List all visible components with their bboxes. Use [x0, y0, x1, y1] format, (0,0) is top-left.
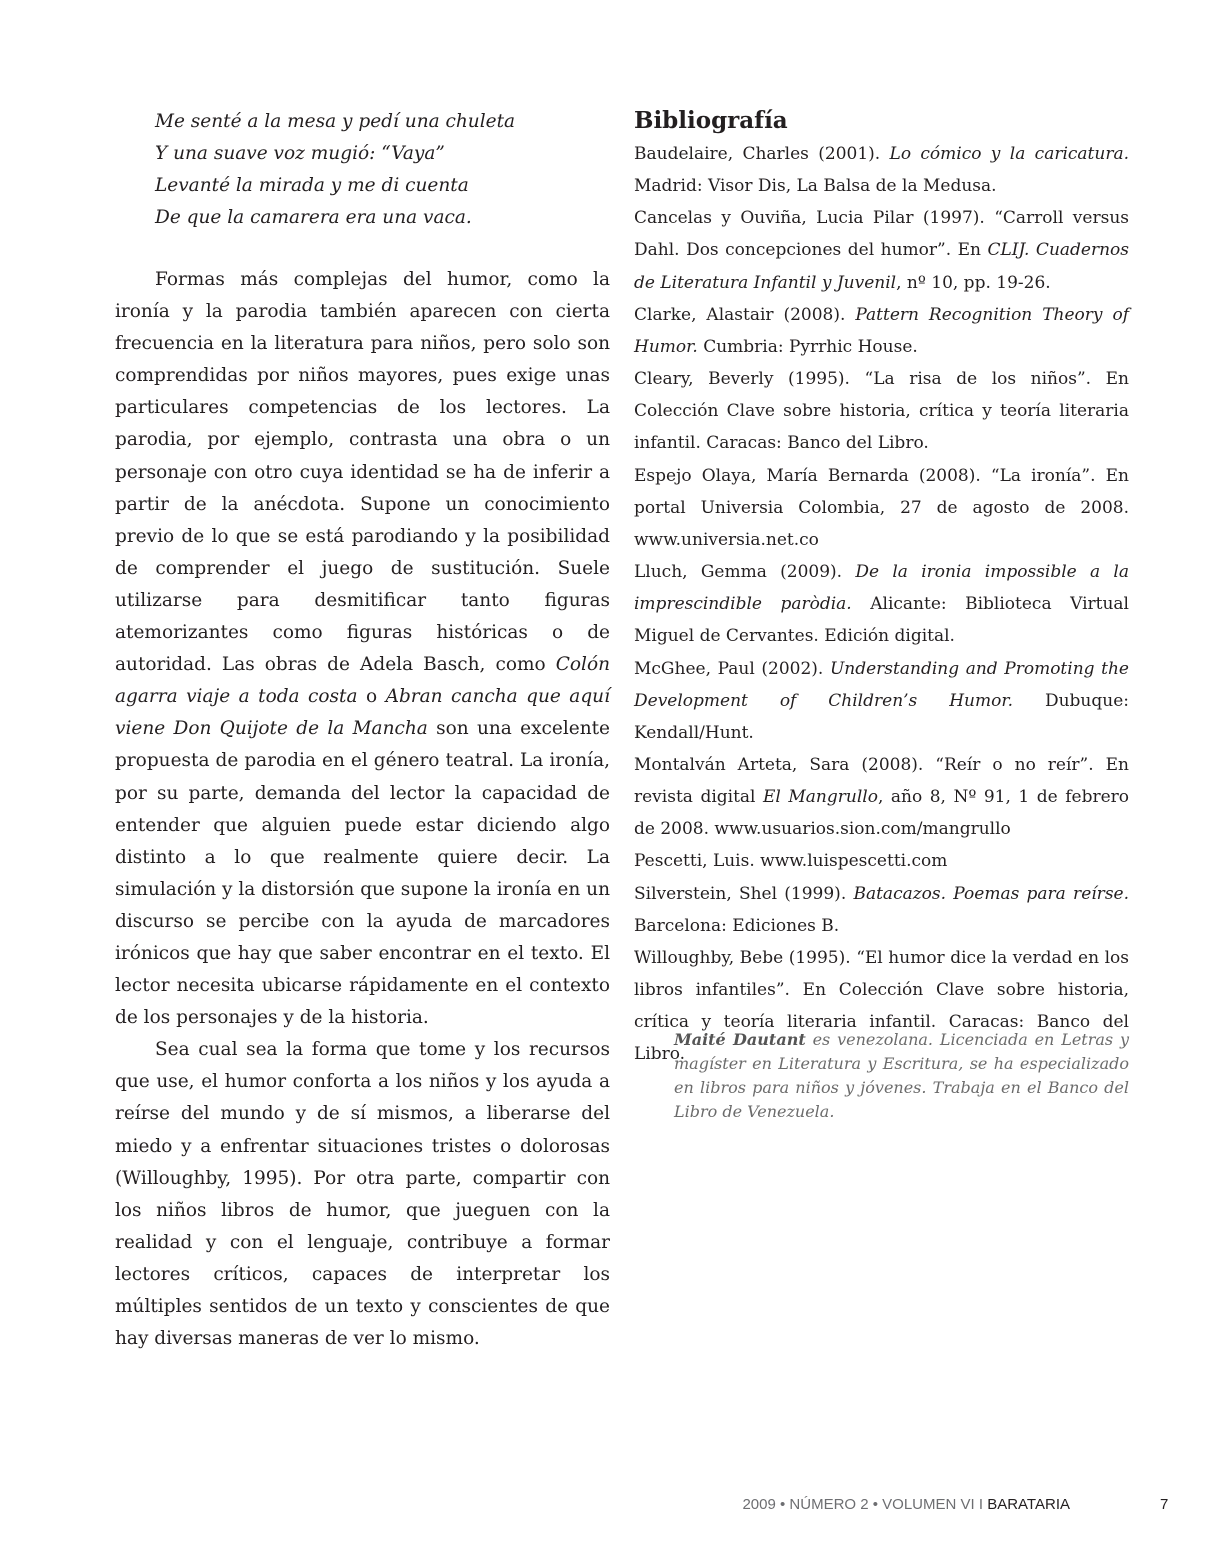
body-paragraph — [115, 264, 610, 1034]
entry-text: Madrid: Visor Dis, La Balsa de la Medusa. — [634, 176, 997, 197]
bibliography-entry — [634, 749, 1129, 845]
author-note — [674, 1028, 1129, 1124]
author-bio: es venezolana. Licenciada en Letras y magíster en Literatura y Escritura, se ha especializado en libros para niños y jóvenes. Trabaja en el Banco del Libro de Venezuela. — [674, 1030, 1130, 1121]
entry-title: Pattern Recognition Theory of Humor. — [634, 304, 1129, 357]
paragraph-text: son una excelente propuesta de parodia en el género teatral. La ironía, por su parte, demanda del lector la capacidad de entender que alguien puede estar diciendo algo distinto a lo que realmente quiere decir. La simulación y la distorsión que supone la ironía en un discurso se percibe con la ayuda de marcadores irónicos que hay que saber encontrar en el texto. El lector necesita ubicarse rápidamente en el contexto de los personajes y de la historia. — [115, 718, 611, 1029]
poem-line: Levanté la mirada y me di cuenta — [155, 175, 469, 196]
paragraph-text: Formas más complejas del humor, como la ironía y la parodia también aparecen con cierta frecuencia en la literatura para niños, pero solo son comprendidas por niños mayores, pues exige unas particulares competencias de los lectores. La parodia, por ejemplo, contrasta una obra o un personaje con otro cuya identidad se ha de inferir a partir de la anécdota. Supone un conocimiento previo de lo que se está parodiando y la posibilidad de comprender el juego de sustitución. Suele utilizarse para desmitificar tanto figuras atemorizantes como figuras históricas o de autoridad. Las obras de Adela Basch, como — [115, 269, 610, 676]
magazine-name: BARATARIA — [987, 1496, 1070, 1513]
author-name: Maité Dautant — [674, 1030, 806, 1049]
entry-text: Cumbria: Pyrrhic House. — [697, 336, 918, 357]
entry-text: Alicante: Biblioteca Virtual Miguel de Cervantes. Edición digital. — [634, 594, 1129, 647]
book-title: Colón agarra viaje a toda costa — [115, 654, 610, 708]
entry-title: CLIJ. Cuadernos de Literatura Infantil y Juvenil — [634, 240, 1130, 293]
entry-title: De la ironia impossible a la imprescindible paròdia. — [634, 562, 1130, 615]
entry-text: Barcelona: Ediciones B. — [634, 915, 840, 936]
entry-text: Dubuque: Kendall/Hunt. — [634, 690, 1129, 743]
book-title: Abran cancha que aquí viene Don Quijote de la Mancha — [115, 686, 611, 740]
bibliography-entry — [634, 556, 1129, 652]
right-column — [634, 106, 1129, 1071]
page-number: 7 — [1160, 1496, 1169, 1513]
page-footer — [742, 1496, 1170, 1518]
poem-line: De que la camarera era una vaca. — [155, 207, 472, 228]
bibliography-entry — [634, 138, 1129, 202]
entry-text: Espejo Olaya, María Bernarda (2008). “La ironía”. En portal Universia Colombia, 27 de agosto de 2008. www.universia.net.co — [634, 465, 1129, 550]
bibliography-entry — [634, 299, 1129, 363]
poem-line: Y una suave voz mugió: “Vaya” — [155, 143, 445, 164]
bibliography-entry — [634, 653, 1129, 749]
entry-text: Montalván Arteta, Sara (2008). “Reír o no reír”. En revista digital — [634, 754, 1129, 808]
bibliography-entry — [634, 202, 1129, 298]
bibliography-entry — [634, 363, 1129, 459]
bibliography-entry — [634, 460, 1129, 556]
entry-text: Baudelaire, Charles (2001). — [634, 144, 890, 164]
spacer — [115, 234, 610, 264]
bibliography-heading: Bibliografía — [634, 107, 788, 134]
entry-text: Cleary, Beverly (1995). “La risa de los niños”. En Colección Clave sobre historia, crítica y teoría literaria infantil. Caracas: Banco del Libro. — [634, 369, 1129, 454]
poem — [155, 106, 610, 234]
entry-title: El Mangrullo — [763, 787, 878, 808]
poem-line: Me senté a la mesa y pedí una chuleta — [155, 111, 516, 132]
entry-text: Cancelas y Ouviña, Lucia Pilar (1997). “Carroll versus Dahl. Dos concepciones del humor”. En — [634, 208, 1129, 261]
left-column — [115, 106, 610, 1355]
issue-info — [742, 1496, 1070, 1513]
bibliography-entry — [634, 845, 1129, 877]
entry-text: McGhee, Paul (2002). — [634, 658, 830, 679]
entry-text: , nº 10, pp. 19-26. — [896, 272, 1051, 293]
bibliography-entry — [634, 878, 1129, 942]
entry-text: Pescetti, Luis. www.luispescetti.com — [634, 851, 948, 872]
entry-title: Lo cómico y la caricatura. — [889, 144, 1129, 164]
entry-text: Clarke, Alastair (2008). — [634, 304, 856, 325]
entry-title: Batacazos. Poemas para reírse. — [853, 883, 1130, 904]
entry-title: Understanding and Promoting the Development of Children’s Humor. — [634, 658, 1129, 711]
entry-text: Silverstein, Shel (1999). — [634, 883, 854, 904]
entry-text: , año 8, Nº 91, 1 de febrero de 2008. www.usuarios.sion.com/mangrullo — [634, 787, 1129, 840]
entry-text: Willoughby, Bebe (1995). “El humor dice la verdad en los libros infantiles”. En Colección Clave sobre historia, crítica y teoría literaria infantil. Caracas: Banco del Libro. — [634, 947, 1129, 1065]
body-paragraph: Sea cual sea la forma que tome y los recursos que use, el humor conforta a los niños y los ayuda a reírse del mundo y de sí mismos, a liberarse del miedo y a enfrentar situaciones tristes o dolorosas (Willoughby, 1995). Por otra parte, compartir con los niños libros de humor, que jueguen con la realidad y con el lenguaje, contribuye a formar lectores críticos, capaces de interpretar los múltiples sentidos de un texto y conscientes de que hay diversas maneras de ver lo mismo. — [115, 1039, 610, 1350]
paragraph-text: o — [357, 686, 386, 708]
issue-text: 2009 • NÚMERO 2 • VOLUMEN VI I — [742, 1496, 988, 1513]
bibliography-list — [634, 138, 1129, 1071]
entry-text: Lluch, Gemma (2009). — [634, 562, 856, 583]
